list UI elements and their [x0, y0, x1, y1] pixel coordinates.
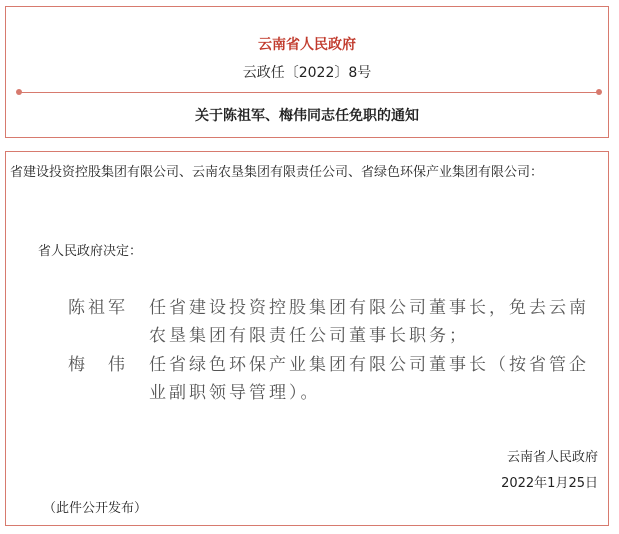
divider-right-dot	[596, 89, 602, 95]
signature-issuer: 云南省人民政府	[506, 450, 598, 465]
document-title: 关于陈祖军、梅伟同志任免职的通知	[195, 108, 419, 124]
document-body	[5, 151, 609, 526]
appointee-name: 陈祖军	[68, 298, 128, 318]
appointment-text: 任省绿色环保产业集团有限公司董事长（按省管企业副职领导管理）。	[149, 355, 589, 403]
decision-intro: 省人民政府决定：	[38, 244, 143, 259]
appointment-text: 任省建设投资控股集团有限公司董事长，免去云南农垦集团有限责任公司董事长职务；	[149, 298, 589, 346]
divider-left-dot	[16, 89, 22, 95]
header-divider	[19, 92, 599, 93]
appointee-name: 梅 伟	[68, 355, 128, 375]
public-release-note: （此件公开发布）	[43, 501, 148, 516]
signature-date: 2022年1月25日	[501, 476, 598, 491]
recipients-line: 省建设投资控股集团有限公司、云南农垦集团有限责任公司、省绿色环保产业集团有限公司：	[10, 165, 544, 180]
issuer-name: 云南省人民政府	[258, 37, 356, 53]
document-number: 云政任〔2022〕8号	[242, 65, 372, 81]
document-header	[5, 6, 609, 138]
